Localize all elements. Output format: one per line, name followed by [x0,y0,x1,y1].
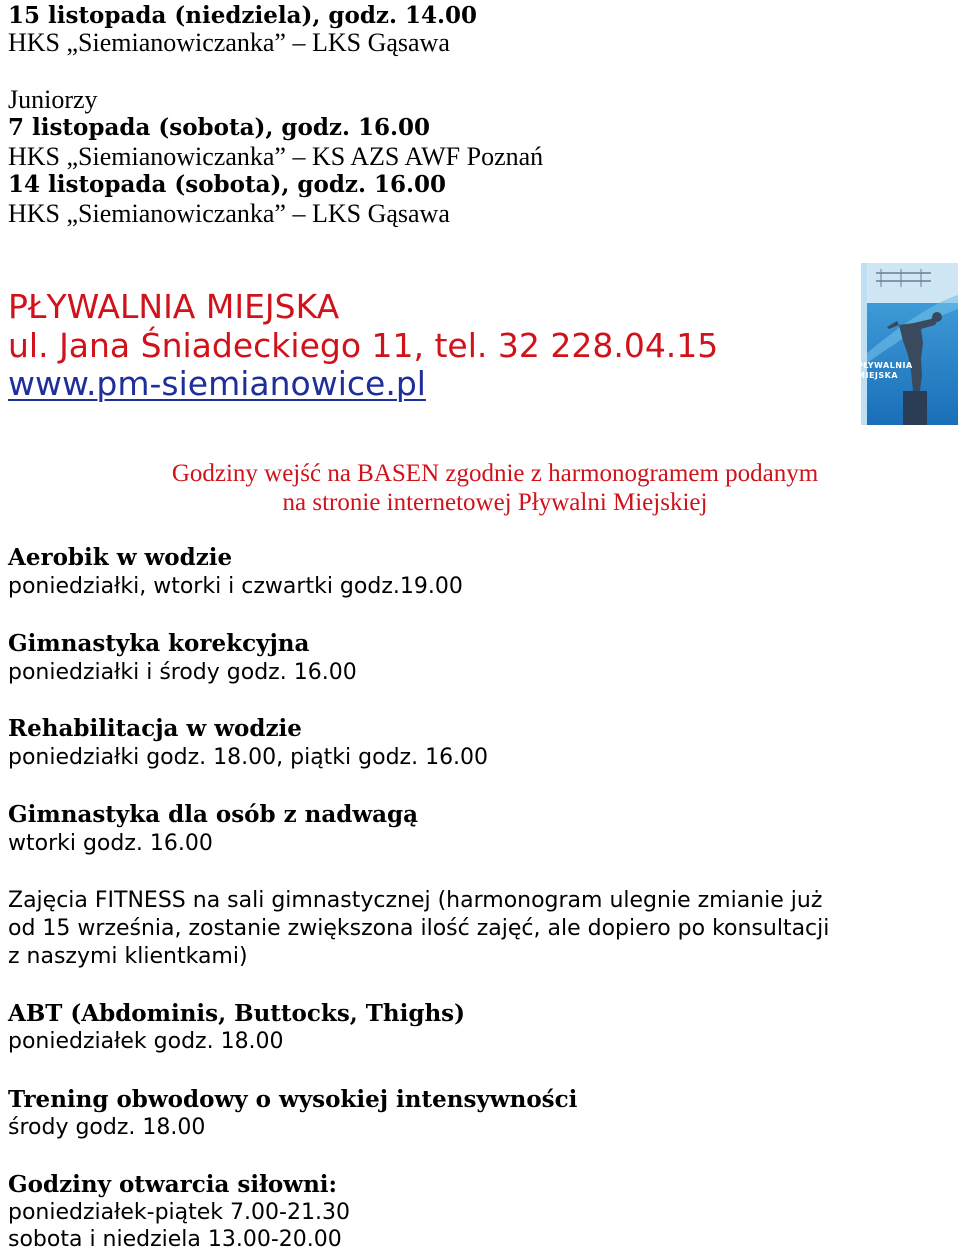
class-schedule: poniedziałki godz. 18.00, piątki godz. 16.00 [8,745,489,770]
fitness-note-line-3: z naszymi klientkami) [8,944,248,969]
juniors-match-1: HKS „Siemianowiczanka” – KS AZS AWF Poznań [8,142,544,171]
class-title: Rehabilitacja w wodzie [8,715,302,742]
gym-weekend: sobota i niedziela 13.00-20.00 [8,1227,342,1252]
pool-photo [851,263,958,425]
juniors-date-2: 14 listopada (sobota), godz. 16.00 [8,171,446,198]
gym-weekdays: poniedziałek-piątek 7.00-21.30 [8,1200,350,1225]
diver-statue-image [851,263,958,425]
juniors-match-2: HKS „Siemianowiczanka” – LKS Gąsawa [8,199,450,228]
class-title: Gimnastyka korekcyjna [8,630,310,657]
fitness-class-title: ABT (Abdominis, Buttocks, Thighs) [8,1000,466,1027]
fitness-class-schedule: poniedziałek godz. 18.00 [8,1029,284,1054]
seniors-date: 15 listopada (niedziela), godz. 14.00 [8,2,478,29]
class-schedule: wtorki godz. 16.00 [8,831,213,856]
fitness-class-schedule: środy godz. 18.00 [8,1115,206,1140]
pool-address: ul. Jana Śniadeckiego 11, tel. 32 228.04.15 [8,326,719,365]
class-schedule: poniedziałki, wtorki i czwartki godz.19.00 [8,574,463,599]
pool-website-link[interactable]: www.pm-siemianowice.pl [8,364,426,403]
pool-notice-line-2: na stronie internetowej Pływalni Miejskiej [282,489,708,516]
juniors-heading: Juniorzy [8,85,98,114]
pool-name: PŁYWALNIA MIEJSKA [8,287,340,326]
class-title: Gimnastyka dla osób z nadwagą [8,801,419,828]
class-title: Aerobik w wodzie [8,544,233,571]
seniors-match: HKS „Siemianowiczanka” – LKS Gąsawa [8,28,450,57]
pool-notice-line-1: Godziny wejść na BASEN zgodnie z harmonogramem podanym [171,460,819,487]
fitness-class-title: Trening obwodowy o wysokiej intensywności [8,1086,578,1113]
fitness-note-line-1: Zajęcia FITNESS na sali gimnastycznej (harmonogram ulegnie zmianie już [8,888,823,913]
fitness-note-line-2: od 15 września, zostanie zwiększona ilość zajęć, ale dopiero po konsultacji [8,916,830,941]
pool-photo-label: PŁYWALNIA MIEJSKA [857,361,913,381]
gym-title: Godziny otwarcia siłowni: [8,1171,338,1198]
class-schedule: poniedziałki i środy godz. 16.00 [8,660,357,685]
juniors-date-1: 7 listopada (sobota), godz. 16.00 [8,114,430,141]
